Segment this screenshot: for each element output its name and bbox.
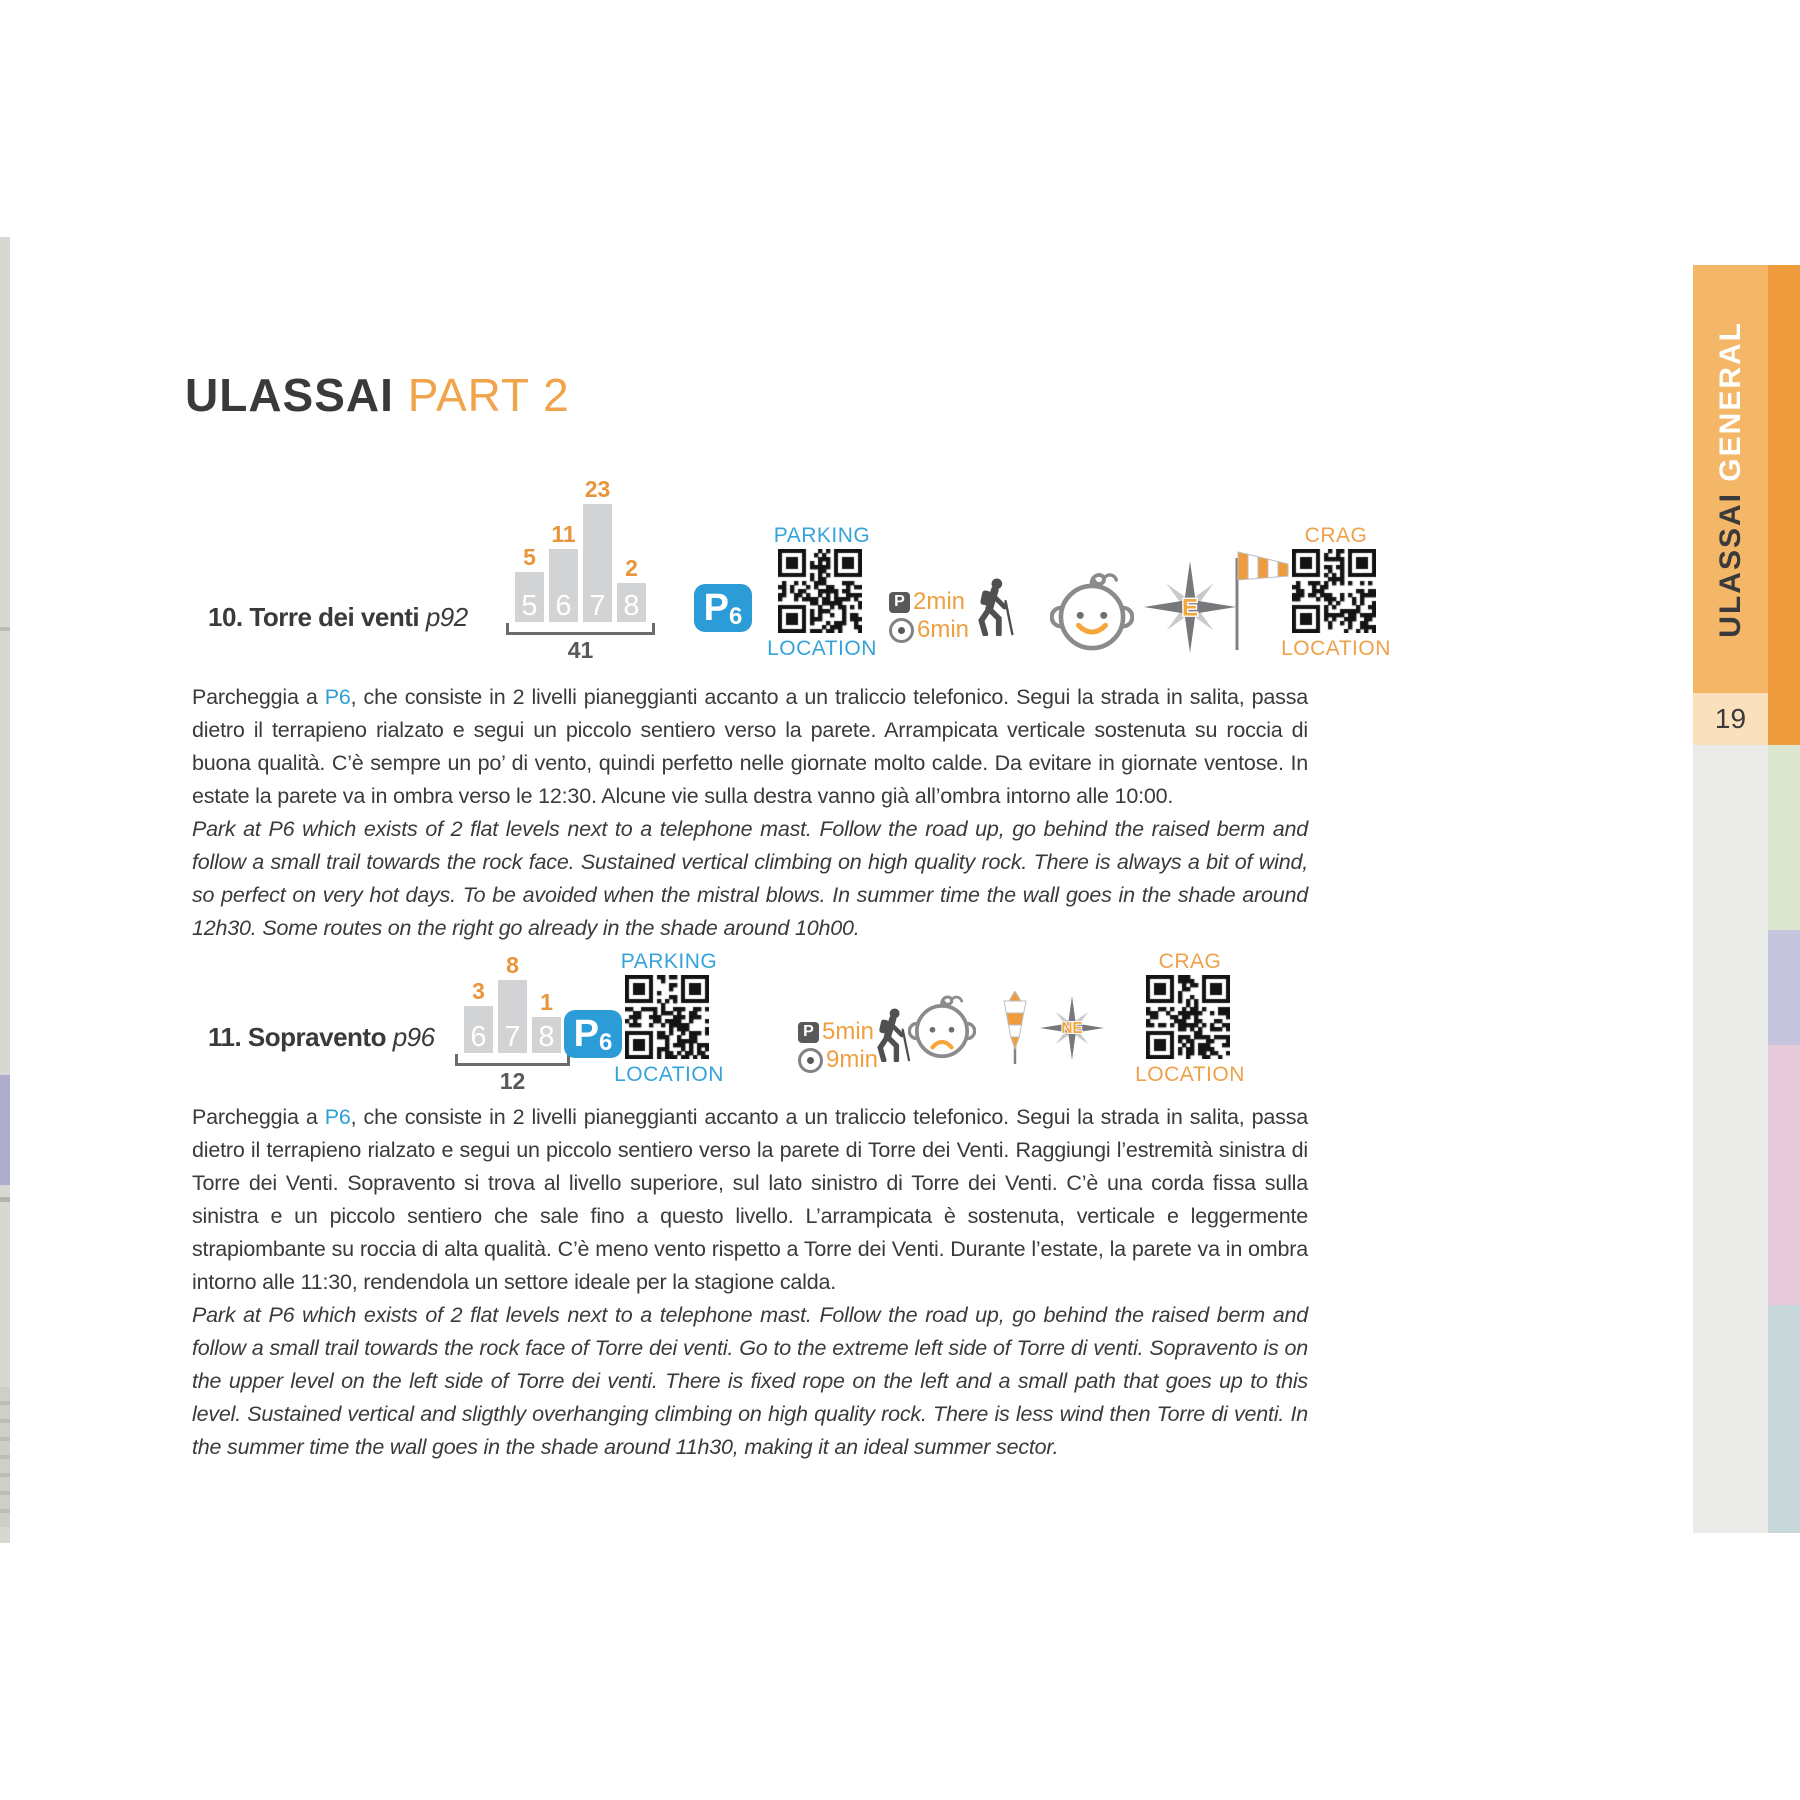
description-english: Park at P6 which exists of 2 flat levels next to a telephone mast. Follow the road up, go behind the raised berm and follow a small trail towards the rock face of Torre dei venti. Go to the extreme left side of Torre di venti. Sopravento is on the upper level on the left side of Torre dei venti. There is fixed rope on the left and a small path that goes up to this level. Sustained vertical and sligthly overhanging climbing on high quality rock. There is less wind then Torre di venti. In the summer time the wall goes in the shade around 11h30, making it an ideal summer sector. [192,1303,1308,1459]
time-from-parking [798,1020,878,1044]
parking-mini-icon: P [798,1022,819,1043]
sidebar-tab-accent-word: GENERAL [1713,320,1747,482]
p6-reference: P6 [324,685,351,709]
section-title-sopravento [208,1022,435,1053]
crag-qr-subtitle: LOCATION [1281,637,1391,660]
total-bracket [455,1054,570,1066]
sidebar-section-marker-green [1768,745,1800,930]
total-routes: 12 [499,1068,526,1094]
adjacent-page-edge [0,237,10,1543]
section-number-name: 11. Sopravento [208,1022,386,1052]
total-bracket [506,623,655,635]
hiker-icon [968,578,1018,636]
page-number: 19 [1693,693,1768,745]
grade-label: 5 [521,590,538,622]
route-count-label: 2 [625,555,638,582]
sad-baby-icon [908,993,976,1061]
grade-bar [532,990,561,1053]
route-count-label: 8 [506,952,519,979]
parking-letter: P [573,1013,599,1055]
approach-times [798,1020,878,1072]
grade-label: 8 [538,1021,555,1053]
grade-bar [617,556,646,622]
windsock-calm-icon [1000,991,1030,1065]
page-title [185,369,570,421]
total-routes: 41 [567,637,594,663]
grade-label: 7 [589,590,606,622]
section-10-description [192,681,1308,945]
grade-label: 8 [623,590,640,622]
sidebar-tab-main-word: ULASSAI [1713,481,1747,638]
grade-distribution-chart [506,436,655,664]
parking-qr-subtitle: LOCATION [614,1063,724,1086]
sidebar-section-marker-pink [1768,1045,1800,1305]
target-icon [889,618,914,643]
time-to-crag [889,618,969,642]
parking-number: 6 [729,603,743,630]
page-title-main: ULASSAI [185,369,394,421]
compass-east-icon [1144,561,1236,653]
description-english: Park at P6 which exists of 2 flat levels next to a telephone mast. Follow the road up, go behind the raised berm and follow a small trail towards the rock face. Sustained vertical climbing on high quality rock. There is always a bit of wind, so perfect on very hot days. To be avoided when the mistral blows. In summer time the wall goes in the shade around 12h30. Some routes on the right go already in the shade around 10h00. [192,817,1308,940]
grade-bar [515,545,544,622]
grade-distribution-chart [455,948,570,1095]
grade-bar [549,522,578,622]
parking-mini-icon: P [889,592,910,613]
parking-qr-title: PARKING [620,950,718,973]
time-from-parking [889,590,969,614]
parking-badge-p6 [694,584,752,632]
compass-northeast-icon [1040,996,1104,1060]
route-count-label: 23 [584,475,611,502]
approach-times [889,590,969,642]
grade-label: 6 [555,590,572,622]
grade-label: 7 [504,1021,521,1053]
section-page-ref: p92 [425,602,468,632]
section-11-description [192,1101,1308,1464]
parking-walk-time: 2min [913,588,966,615]
parking-badge-p6 [564,1010,622,1058]
parking-location-qr-code [625,975,709,1059]
crag-location-qr-code [1292,549,1376,633]
edge-artifact [0,1197,10,1202]
sidebar-section-marker-lavender [1768,930,1800,1045]
sidebar-strip [1693,745,1768,1533]
parking-letter: P [703,587,729,629]
sidebar-section-marker-blue [1768,1305,1800,1533]
grade-bar [583,477,612,622]
happy-baby-icon [1050,570,1134,654]
crag-qr-subtitle: LOCATION [1135,1063,1245,1086]
parking-qr-subtitle: LOCATION [767,637,877,660]
edge-artifact [0,1387,10,1527]
sidebar-tab-ulassai-general[interactable] [1693,265,1768,693]
edge-artifact [0,1075,10,1185]
edge-artifact [0,627,10,631]
parking-qr-title: PARKING [773,524,871,547]
grade-label: 6 [470,1021,487,1053]
time-to-crag [798,1048,878,1072]
crag-walk-time: 6min [917,616,970,643]
description-italian: Parcheggia a P6, che consiste in 2 livelli pianeggianti accanto a un traliccio telefonico. Segui la strada in salita, passa dietro il terrapieno rialzato e segui un piccolo sentiero verso la parete di Torre dei Venti. Raggiungi l’estremità sinistra di Torre dei Venti. Sopravento si trova al livello superiore, sul lato sinistro di Torre dei Venti. C’è una corda fissa sulla sinistra e un piccolo sentiero che sale fino a questo livello. L’arrampicata è sostenuta, verticale e leggermente strapiombante su roccia di alta qualità. C’è meno vento rispetto a Torre dei Venti. Durante l’estate, la parete va in ombra intorno alle 11:30, rendendola un settore ideale per la stagione calda. [192,1105,1308,1294]
parking-location-qr-code [778,549,862,633]
page-title-accent: PART 2 [407,369,570,421]
description-italian: Parcheggia a P6, che consiste in 2 livelli pianeggianti accanto a un traliccio telefonico. Segui la strada in salita, passa dietro il terrapieno rialzato e segui un piccolo sentiero verso la parete. Arrampicata verticale sostenuta su roccia di buona qualità. C’è sempre un po’ di vento, quindi perfetto nelle giornate molto calde. Da evitare in giornate ventose. In estate la parete va in ombra verso le 12:30. Alcune vie sulla destra vanno già all’ombra intorno alle 10:00. [192,685,1308,808]
section-title-torre-dei-venti [208,602,468,633]
crag-location-qr-code [1146,975,1230,1059]
wind-direction-label: E [1182,594,1198,622]
route-count-label: 1 [540,988,553,1015]
wind-direction-label: NE [1061,1020,1083,1038]
route-count-label: 11 [551,521,576,548]
route-count-label: 3 [472,978,485,1005]
crag-qr-title: CRAG [1304,524,1368,547]
sidebar-tab-edge [1768,265,1800,745]
target-icon [798,1048,823,1073]
route-count-label: 5 [523,544,536,570]
section-number-name: 10. Torre dei venti [208,602,420,632]
p6-reference: P6 [324,1105,351,1129]
parking-number: 6 [599,1029,613,1056]
crag-qr-title: CRAG [1158,950,1222,973]
parking-walk-time: 5min [822,1018,875,1045]
section-page-ref: p96 [392,1022,435,1052]
crag-walk-time: 9min [826,1046,879,1073]
grade-bar [464,979,493,1053]
grade-bar [498,953,527,1053]
